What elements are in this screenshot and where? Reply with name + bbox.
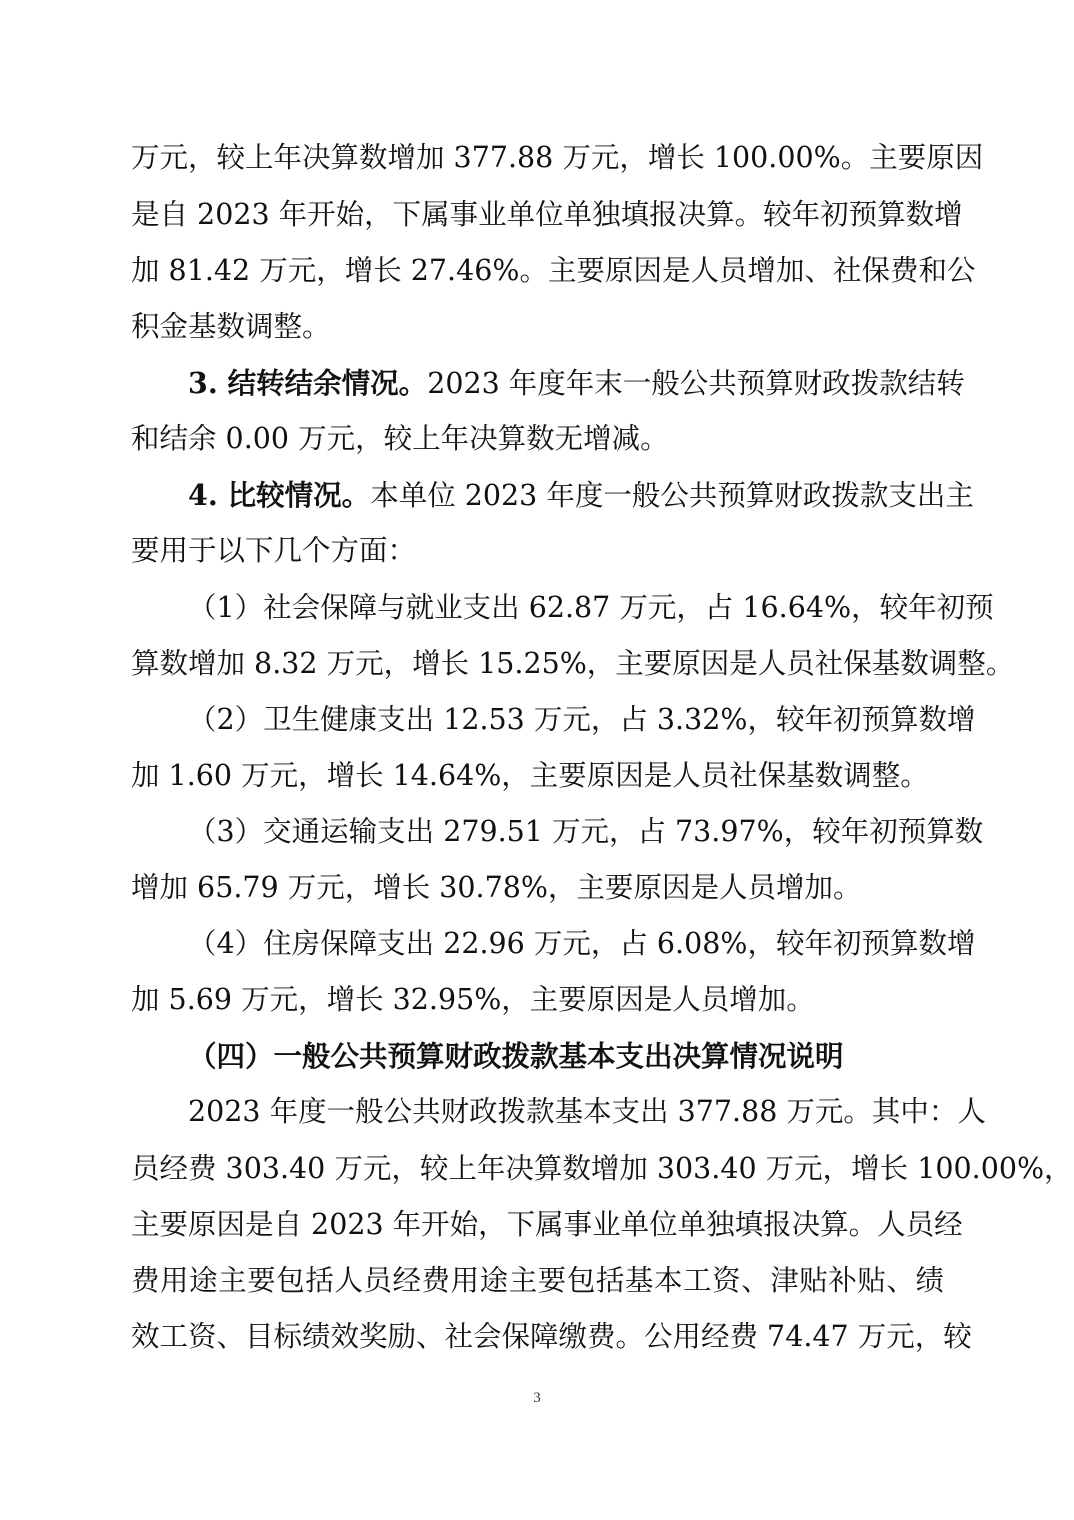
item-4-line-1 bbox=[188, 475, 974, 515]
sub-item-4-line-1: （4）住房保障支出 22.96 万元，占 6.08%，较年初预算数增 bbox=[188, 927, 976, 960]
paragraph-1-line-3: 加 81.42 万元，增长 27.46%。主要原因是人员增加、社保费和公 bbox=[131, 254, 976, 287]
sub-item-3-line-2: 增加 65.79 万元，增长 30.78%，主要原因是人员增加。 bbox=[131, 871, 862, 904]
sub-item-2-line-2: 加 1.60 万元，增长 14.64%，主要原因是人员社保基数调整。 bbox=[131, 759, 929, 792]
section-heading: （四）一般公共预算财政拨款基本支出决算情况说明 bbox=[188, 1039, 844, 1073]
paragraph-1-line-2: 是自 2023 年开始，下属事业单位单独填报决算。较年初预算数增 bbox=[131, 198, 963, 231]
sub-item-1-line-1: （1）社会保障与就业支出 62.87 万元，占 16.64%，较年初预 bbox=[188, 591, 994, 624]
item-3-line-2: 和结余 0.00 万元，较上年决算数无增减。 bbox=[131, 422, 669, 455]
sub-item-1-line-2: 算数增加 8.32 万元，增长 15.25%，主要原因是人员社保基数调整。 bbox=[131, 647, 1015, 680]
page-number: 3 bbox=[533, 1390, 541, 1406]
item-3-label: 3. 结转结余情况。 bbox=[188, 366, 428, 400]
item-4-label: 4. 比较情况。 bbox=[188, 478, 371, 512]
item-3-line-1 bbox=[188, 363, 965, 403]
sub-item-3-line-1: （3）交通运输支出 279.51 万元，占 73.97%，较年初预算数 bbox=[188, 815, 984, 848]
paragraph-1-line-1: 万元，较上年决算数增加 377.88 万元，增长 100.00%。主要原因 bbox=[131, 141, 984, 174]
sub-item-4-line-2: 加 5.69 万元，增长 32.95%，主要原因是人员增加。 bbox=[131, 983, 815, 1016]
paragraph-2-line-4: 费用途主要包括人员经费用途主要包括基本工资、津贴补贴、绩 bbox=[131, 1264, 944, 1297]
paragraph-2-line-3: 主要原因是自 2023 年开始，下属事业单位单独填报决算。人员经 bbox=[131, 1208, 963, 1241]
item-3-line-1-text: 2023 年度年末一般公共预算财政拨款结转 bbox=[427, 367, 965, 400]
paragraph-2-line-5: 效工资、目标绩效奖励、社会保障缴费。公用经费 74.47 万元，较 bbox=[131, 1320, 972, 1353]
item-4-line-2: 要用于以下几个方面： bbox=[131, 534, 417, 567]
paragraph-2-line-1: 2023 年度一般公共财政拨款基本支出 377.88 万元。其中：人 bbox=[188, 1095, 986, 1128]
item-4-line-1-text: 本单位 2023 年度一般公共预算财政拨款支出主 bbox=[370, 479, 974, 512]
sub-item-2-line-1: （2）卫生健康支出 12.53 万元，占 3.32%，较年初预算数增 bbox=[188, 703, 976, 736]
paragraph-2-line-2: 员经费 303.40 万元，较上年决算数增加 303.40 万元，增长 100.00%， bbox=[131, 1152, 1073, 1185]
paragraph-1-line-4: 积金基数调整。 bbox=[131, 310, 331, 343]
